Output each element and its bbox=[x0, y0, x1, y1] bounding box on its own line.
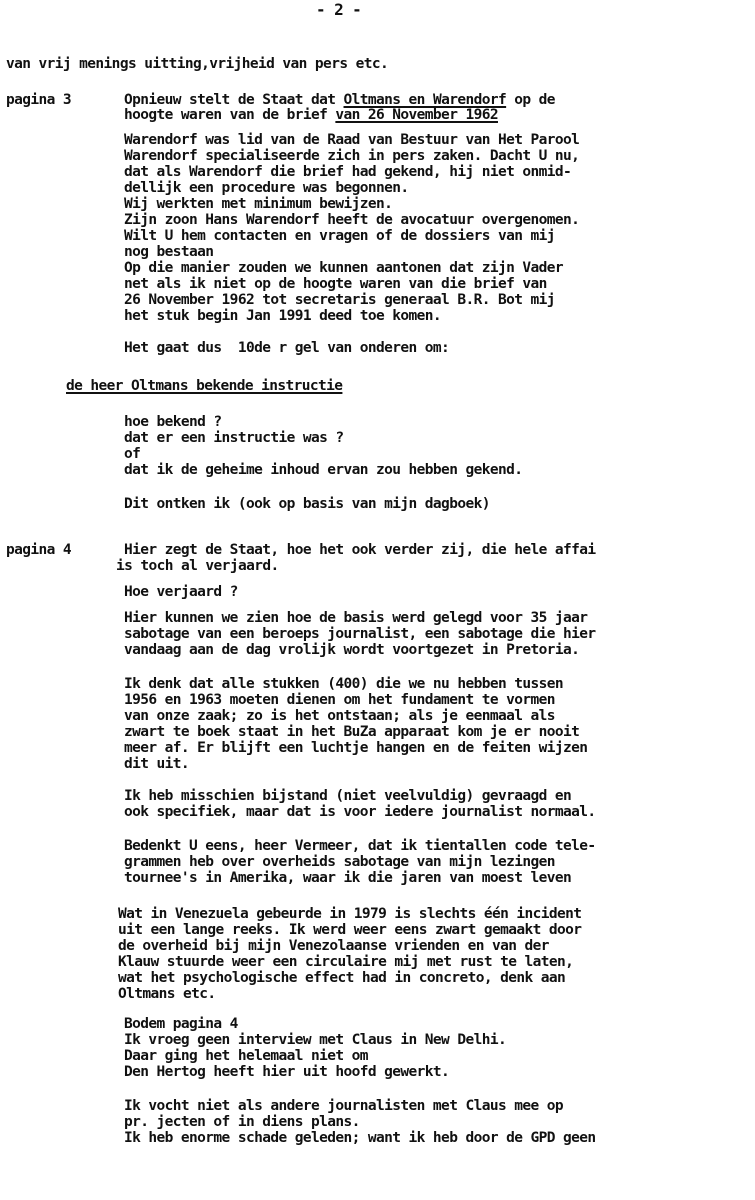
text-line: van onze zaak; zo is het ontstaan; als je eenmaal als bbox=[124, 708, 555, 724]
text-line: sabotage van een beroeps journalist, een sabotage die hier bbox=[124, 626, 596, 642]
text-line: Ik vroeg geen interview met Claus in New Delhi. bbox=[124, 1032, 507, 1048]
text-line: de overheid bij mijn Venezolaanse vrienden en van der bbox=[118, 938, 549, 954]
text-line-hoe-verjaard: Hoe verjaard ? bbox=[124, 584, 238, 600]
text-line: Wij werkten met minimum bewijzen. bbox=[124, 196, 393, 212]
text-line-ontken: Dit ontken ik (ook op basis van mijn dagboek) bbox=[124, 496, 490, 512]
text-line: Bodem pagina 4 bbox=[124, 1016, 238, 1032]
text-line: grammen heb over overheids sabotage van mijn lezingen bbox=[124, 854, 555, 870]
text-line: Daar ging het helemaal niet om bbox=[124, 1048, 368, 1064]
underlined-names: Oltmans en Warendorf bbox=[343, 92, 507, 108]
text-line: Zijn zoon Hans Warendorf heeft de avocatuur overgenomen. bbox=[124, 212, 580, 228]
text-line: nog bestaan bbox=[124, 244, 214, 260]
text-line: Oltmans etc. bbox=[118, 986, 216, 1002]
section-label-pagina-3: pagina 3 bbox=[6, 92, 72, 108]
pagina-4-first-line: Hier zegt de Staat, hoe het ook verder zij, die hele affai bbox=[124, 542, 596, 558]
list-item: hoe bekend ? bbox=[124, 414, 222, 430]
text-line: Bedenkt U eens, heer Vermeer, dat ik tientallen code tele- bbox=[124, 838, 596, 854]
text-line: Ik heb enorme schade geleden; want ik heb door de GPD geen bbox=[124, 1130, 596, 1146]
text-line: Wat in Venezuela gebeurde in 1979 is slechts één incident bbox=[118, 906, 582, 922]
text-line: Op die manier zouden we kunnen aantonen dat zijn Vader bbox=[124, 260, 564, 276]
pagina-4-second-line: is toch al verjaard. bbox=[116, 558, 279, 574]
text-line: uit een lange reeks. Ik werd weer eens zwart gemaakt door bbox=[118, 922, 582, 938]
text-line: Wilt U hem contacten en vragen of de dossiers van mij bbox=[124, 228, 555, 244]
text-line: Ik denk dat alle stukken (400) die we nu hebben tussen bbox=[124, 676, 564, 692]
text-line: het stuk begin Jan 1991 deed toe komen. bbox=[124, 308, 442, 324]
text-line: tournee's in Amerika, waar ik die jaren van moest leven bbox=[124, 870, 572, 886]
list-item: dat ik de geheime inhoud ervan zou hebben gekend. bbox=[124, 462, 523, 478]
heading-bekende-instructie: de heer Oltmans bekende instructie bbox=[66, 378, 343, 394]
text-line: Klauw stuurde weer een circulaire mij met rust te laten, bbox=[118, 954, 574, 970]
text-line: vandaag aan de dag vrolijk wordt voortgezet in Pretoria. bbox=[124, 642, 580, 658]
text-line: 26 November 1962 tot secretaris generaal B.R. Bot mij bbox=[124, 292, 555, 308]
pagina-3-second-line: hoogte waren van de brief van 26 November 1962 bbox=[124, 107, 498, 123]
text-line: Ik heb misschien bijstand (niet veelvuldig) gevraagd en bbox=[124, 788, 572, 804]
intro-line: van vrij menings uitting,vrijheid van pers etc. bbox=[6, 56, 389, 72]
text-line: Warendorf specialiseerde zich in pers zaken. Dacht U nu, bbox=[124, 148, 580, 164]
list-item: dat er een instructie was ? bbox=[124, 430, 344, 446]
text-line: wat het psychologische effect had in concreto, denk aan bbox=[118, 970, 566, 986]
text-line: pr. jecten of in diens plans. bbox=[124, 1114, 360, 1130]
text-line: meer af. Er blijft een luchtje hangen en de feiten wijzen bbox=[124, 740, 588, 756]
list-item: of bbox=[124, 446, 141, 462]
text-line: dellijk een procedure was begonnen. bbox=[124, 180, 409, 196]
text-line: dat als Warendorf die brief had gekend, hij niet onmid- bbox=[124, 164, 572, 180]
section-label-pagina-4: pagina 4 bbox=[6, 542, 72, 558]
text-line-gaat-dus: Het gaat dus 10de r gel van onderen om: bbox=[124, 340, 450, 356]
text-line: dit uit. bbox=[124, 756, 190, 772]
text-line: Ik vocht niet als andere journalisten met Claus mee op bbox=[124, 1098, 564, 1114]
pagina-3-first-line: Opnieuw stelt de Staat dat Oltmans en Warendorf op de bbox=[124, 92, 555, 108]
text-line: Den Hertog heeft hier uit hoofd gewerkt. bbox=[124, 1064, 450, 1080]
text-line: Hier kunnen we zien hoe de basis werd gelegd voor 35 jaar bbox=[124, 610, 588, 626]
text-line: 1956 en 1963 moeten dienen om het fundament te vormen bbox=[124, 692, 555, 708]
text-line: Warendorf was lid van de Raad van Bestuur van Het Parool bbox=[124, 132, 580, 148]
text-line: net als ik niet op de hoogte waren van die brief van bbox=[124, 276, 547, 292]
page-number: - 2 - bbox=[316, 0, 362, 19]
text-line: zwart te boek staat in het BuZa apparaat kom je er nooit bbox=[124, 724, 580, 740]
text-line: ook specifiek, maar dat is voor iedere journalist normaal. bbox=[124, 804, 596, 820]
underlined-date: van 26 November 1962 bbox=[335, 107, 498, 123]
